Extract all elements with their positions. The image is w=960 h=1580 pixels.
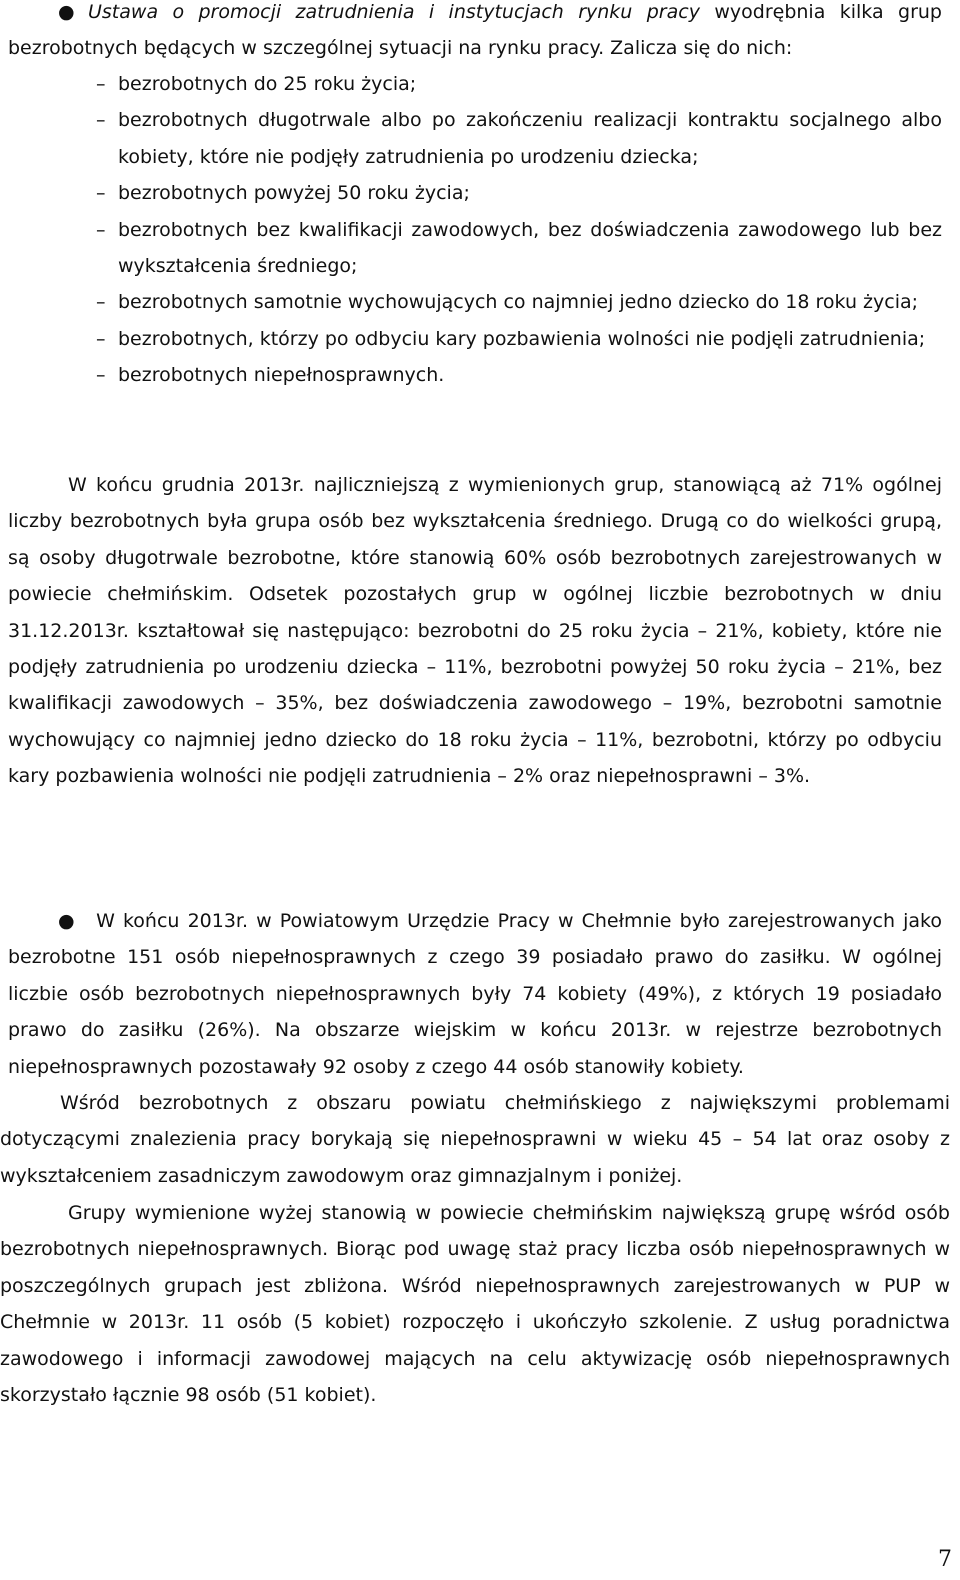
problems-paragraph: Wśród bezrobotnych z obszaru powiatu chełmińskiego z największymi problemami dotyczącymi znalezienia pracy borykają się niepełnosprawni w wieku 45 – 54 lat oraz osoby z wykształceniem zasadniczym zawodowym oraz gimnazjalnym i poniżej.: [0, 1092, 950, 1187]
list-item: – bezrobotnych samotnie wychowujących co najmniej jedno dziecko do 18 roku życia;: [0, 284, 942, 320]
disabled-unemployed-paragraph: [8, 903, 942, 1085]
intro-text: wyodrębnia kilka grup bezrobotnych będących w szczególnej sytuacji na rynku pracy. Zalicza się do nich:: [8, 1, 942, 60]
dash-icon: –: [96, 182, 106, 205]
dash-icon: –: [96, 73, 106, 95]
list-item: – bezrobotnych niepełnosprawnych.: [0, 357, 942, 393]
list-item: – bezrobotnych powyżej 50 roku życia;: [0, 175, 942, 211]
statistics-paragraph: W końcu grudnia 2013r. najliczniejszą z wymienionych grup, stanowiącą aż 71% ogólnej liczby bezrobotnych była grupa osób bez wykształcenia średniego. Drugą co do wielkości grupą, są osoby długotrwale bezrobotne, które stanowią 60% osób bezrobotnych zarejestrowanych w powiecie chełmińskim. Odsetek pozostałych grup w ogólnej liczbie bezrobotnych w dniu 31.12.2013r. kształtował się następująco: bezrobotni do 25 roku życia – 21%, kobiety, które nie podjęły zatrudnienia po urodzeniu dziecka – 11%, bezrobotni powyżej 50 roku życia – 21%, bez kwalifikacji zawodowych – 35%, bez doświadczenia zawodowego – 19%, bezrobotni samotnie wychowujący co najmniej jedno dziecko do 18 roku życia – 11%, bezrobotni, którzy po odbyciu kary pozbawienia wolności nie podjęli zatrudnienia – 2% oraz niepełnosprawni – 3%.: [8, 474, 942, 788]
groups-list: [0, 66, 942, 394]
list-item: – bezrobotnych długotrwale albo po zakończeniu realizacji kontraktu socjalnego albo kobiety, które nie podjęły zatrudnienia po urodzeniu dziecka;: [0, 102, 942, 175]
page-number: 7: [938, 1547, 952, 1572]
disabled-text: W końcu 2013r. w Powiatowym Urzędzie Pracy w Chełmnie było zarejestrowanych jako bezrobotne 151 osób niepełnosprawnych z czego 39 posiadało prawo do zasiłku. W ogólnej liczbie osób bezrobotnych niepełnosprawnych były 74 kobiety (49%), z których 19 posiadało prawo do zasiłku (26%). Na obszarze wiejskim w końcu 2013r. w rejestrze bezrobotnych niepełnosprawnych pozostawały 92 osoby z czego 44 osób stanowiły kobiety.: [8, 910, 942, 1078]
bullet-icon: ●: [58, 910, 75, 932]
intro-paragraph: [8, 0, 942, 67]
list-item: – bezrobotnych, którzy po odbyciu kary pozbawienia wolności nie podjęli zatrudnienia;: [0, 321, 942, 357]
list-item: – bezrobotnych do 25 roku życia;: [0, 66, 942, 102]
dash-icon: –: [96, 109, 106, 132]
dash-icon: –: [96, 327, 106, 350]
dash-icon: –: [96, 218, 106, 241]
dash-icon: –: [96, 364, 106, 387]
groups-summary-paragraph: Grupy wymienione wyżej stanowią w powiecie chełmińskim największą grupę wśród osób bezrobotnych niepełnosprawnych. Biorąc pod uwagę staż pracy liczba osób niepełnosprawnych w poszczególnych grupach jest zbliżona. Wśród niepełnosprawnych zarejestrowanych w PUP w Chełmnie w 2013r. 11 osób (5 kobiet) rozpoczęło i ukończyło szkolenie. Z usług poradnictwa zawodowego i informacji zawodowej mających na celu aktywizację osób niepełnosprawnych skorzystało łącznie 98 osób (51 kobiet).: [0, 1202, 950, 1407]
list-item: – bezrobotnych bez kwalifikacji zawodowych, bez doświadczenia zawodowego lub bez wykształcenia średniego;: [0, 212, 942, 285]
bullet-icon: ●: [58, 1, 75, 23]
dash-icon: –: [96, 291, 106, 314]
act-title: Ustawa o promocji zatrudnienia i instytucjach rynku pracy: [88, 1, 700, 23]
